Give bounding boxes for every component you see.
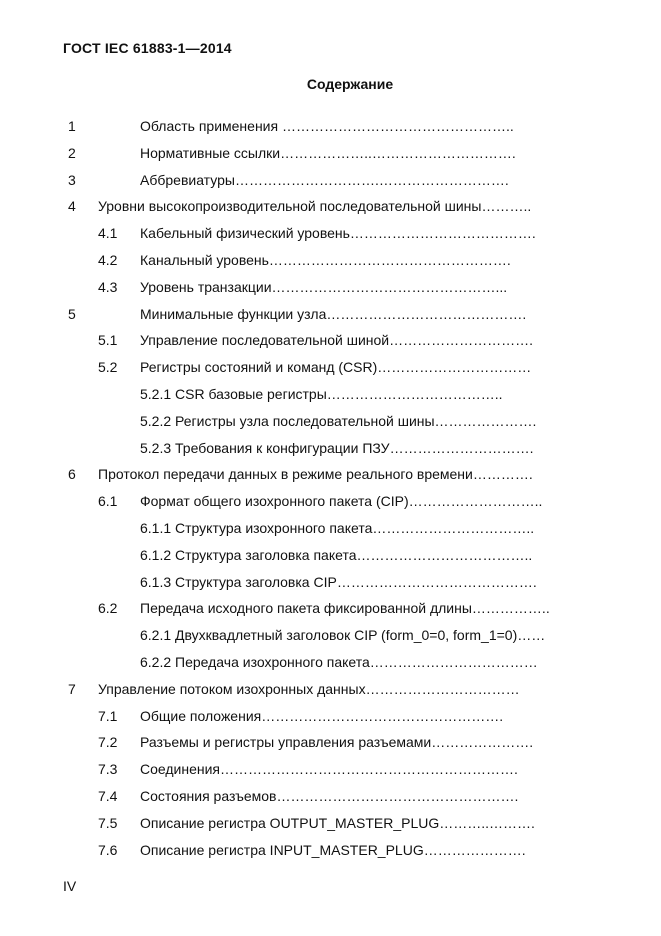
toc-entry-title: 6.2.1 Двухквадлетный заголовок CIP (form_0=0, form_1=0)…… xyxy=(140,627,546,644)
toc-entry xyxy=(0,116,661,136)
toc-entry-number: 5 xyxy=(68,305,76,322)
toc-entry xyxy=(0,545,661,565)
toc-entry-title: Область применения ………………………………………….. xyxy=(140,118,514,134)
toc-entry-number: 7.1 xyxy=(98,707,118,724)
toc-entry-title: Общие положения……………………………………………. xyxy=(140,707,504,724)
toc-entry-number: 2 xyxy=(68,144,76,161)
toc-entry-number: 3 xyxy=(68,171,76,188)
toc-entry-title: Нормативные ссылки………………..…………………………. xyxy=(140,144,516,161)
toc-entry-number: 7 xyxy=(68,680,76,697)
toc-entry-title: Описание регистра INPUT_MASTER_PLUG…………………. xyxy=(140,841,526,858)
toc-entry xyxy=(0,652,661,672)
toc-entry xyxy=(0,732,661,752)
toc-entry xyxy=(0,223,661,243)
toc-entry-title: 5.2.3 Требования к конфигурации ПЗУ…………………………. xyxy=(140,439,534,456)
toc-entry-title: Передача исходного пакета фиксированной длины…………….. xyxy=(140,600,550,617)
toc-entry xyxy=(0,411,661,431)
toc-entry-title: 5.2.1 CSR базовые регистры……………………………….. xyxy=(140,386,503,402)
toc-entry-number: 7.3 xyxy=(98,761,118,778)
toc-entry xyxy=(0,786,661,806)
toc-entry xyxy=(0,706,661,726)
toc-entry-title: 5.2.2 Регистры узла последовательной шины…………………. xyxy=(140,412,537,429)
toc-entry xyxy=(0,357,661,377)
toc-entry-number: 4 xyxy=(68,198,76,215)
toc-title: Содержание xyxy=(306,76,394,92)
document-code-header: ГОСТ IEC 61883-1—2014 xyxy=(63,40,232,56)
toc-entry-number: 7.6 xyxy=(98,841,118,858)
toc-entry xyxy=(0,679,661,699)
toc-entry-number: 6.1 xyxy=(98,493,118,510)
toc-entry-number: 7.5 xyxy=(98,814,118,831)
toc-entry-title: Управление потоком изохронных данных…………………………… xyxy=(98,680,520,697)
toc-entry-title: Канальный уровень……………………………………………. xyxy=(140,252,511,268)
toc-entry xyxy=(0,143,661,163)
toc-entry-title: 6.2.2 Передача изохронного пакета……………………………… xyxy=(140,654,538,670)
toc-entry xyxy=(0,840,661,860)
toc-entry-number: 6.2 xyxy=(98,600,118,617)
toc-entry xyxy=(0,518,661,538)
toc-entry-title: Формат общего изохронного пакета (CIP)……………………….. xyxy=(140,493,543,510)
toc-entry xyxy=(0,625,661,645)
toc-entry-number: 5.2 xyxy=(98,359,118,376)
page-number: IV xyxy=(63,878,77,894)
toc-entry-title: Уровни высокопроизводительной последовательной шины……….. xyxy=(98,198,532,215)
toc-entry xyxy=(0,196,661,216)
toc-entry-title: Протокол передачи данных в режиме реального времени…………. xyxy=(98,466,533,483)
toc-entry-title: Состояния разъемов……………………………………………. xyxy=(140,788,519,804)
toc-entry-number: 7.2 xyxy=(98,734,118,751)
toc-entry-title: Минимальные функции узла……………………………………. xyxy=(140,305,527,322)
toc-entry-title: 6.1.3 Структура заголовка CIP……………………………………. xyxy=(140,573,537,590)
toc-entry xyxy=(0,277,661,297)
toc-entry xyxy=(0,598,661,618)
toc-entry xyxy=(0,250,661,270)
toc-entry-title: 6.1.2 Структура заголовка пакета……………………………….. xyxy=(140,546,533,563)
toc-entry xyxy=(0,491,661,511)
toc-entry-number: 1 xyxy=(68,118,76,134)
toc-entry-title: Управление последовательной шиной…………………………. xyxy=(140,332,533,349)
toc-entry-title: 6.1.1 Структура изохронного пакета…………………………….. xyxy=(140,520,535,536)
toc-entry-title: Кабельный физический уровень…………………………………. xyxy=(140,225,536,242)
toc-entry xyxy=(0,813,661,833)
toc-entry xyxy=(0,384,661,404)
toc-entry-number: 6 xyxy=(68,466,76,483)
toc-entry xyxy=(0,438,661,458)
toc-entry-number: 4.1 xyxy=(98,225,118,242)
toc-entry-title: Аббревиатуры………………………….………………………. xyxy=(140,171,509,188)
toc-entry xyxy=(0,170,661,190)
toc-entry-title: Уровень транзакции…………………………………………... xyxy=(140,278,508,295)
toc-entry-number: 4.3 xyxy=(98,278,118,295)
toc-entry-title: Регистры состояний и команд (CSR)…………………………… xyxy=(140,359,532,376)
toc-entry xyxy=(0,330,661,350)
toc-entry xyxy=(0,304,661,324)
toc-entry-title: Соединения………………………………………………………. xyxy=(140,761,518,778)
toc-entry-number: 4.2 xyxy=(98,252,118,268)
toc-entry xyxy=(0,572,661,592)
toc-entry-title: Разъемы и регистры управления разъемами…………………. xyxy=(140,734,534,751)
toc-entry-title: Описание регистра OUTPUT_MASTER_PLUG………..………. xyxy=(140,814,535,831)
toc-entry-number: 5.1 xyxy=(98,332,118,349)
toc-entry xyxy=(0,759,661,779)
toc-entry-number: 7.4 xyxy=(98,788,118,804)
toc-entry xyxy=(0,464,661,484)
